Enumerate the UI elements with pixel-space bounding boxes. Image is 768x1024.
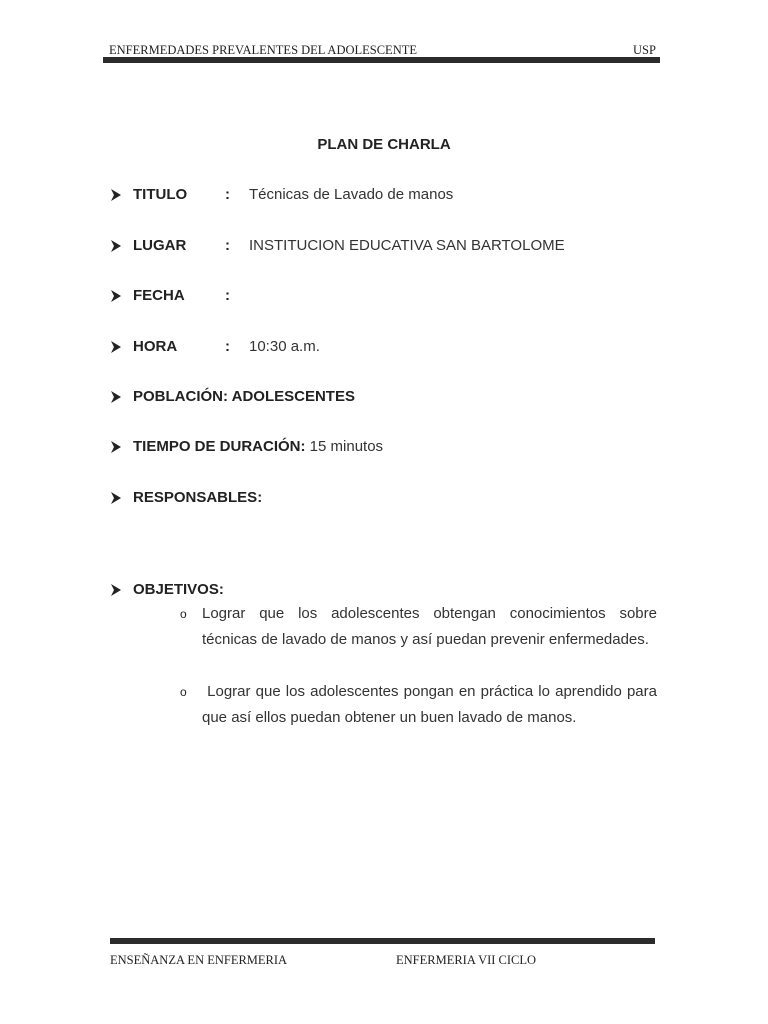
footer-rule	[110, 938, 655, 944]
header-right-text: USP	[633, 43, 656, 57]
arrowhead-bullet-icon	[110, 340, 122, 354]
field-value: INSTITUCION EDUCATIVA SAN BARTOLOME	[249, 237, 565, 254]
objective-item	[180, 601, 658, 679]
field-label: FECHA	[133, 287, 185, 304]
field-colon: :	[225, 338, 230, 355]
field-label	[133, 438, 383, 455]
footer-left-text: ENSEÑANZA EN ENFERMERIA	[110, 953, 288, 967]
arrowhead-bullet-icon	[110, 289, 122, 303]
objective-item	[180, 679, 662, 731]
circle-bullet-icon: o	[180, 607, 187, 621]
arrowhead-bullet-icon	[110, 239, 122, 253]
field-label: HORA	[133, 338, 178, 355]
header-left-text: ENFERMEDADES PREVALENTES DEL ADOLESCENTE	[109, 43, 417, 57]
objective-text: Lograr que los adolescentes pongan en práctica lo aprendido para que así ellos puedan obtener un buen lavado de manos.	[202, 683, 662, 726]
arrowhead-bullet-icon	[110, 583, 122, 597]
field-label: LUGAR	[133, 237, 187, 254]
field-label: POBLACIÓN: ADOLESCENTES	[133, 388, 355, 405]
arrowhead-bullet-icon	[110, 491, 122, 505]
circle-bullet-icon: o	[180, 685, 187, 699]
objective-text: Lograr que los adolescentes obtengan conocimientos sobre técnicas de lavado de manos y así puedan prevenir enfermedades.	[202, 605, 657, 648]
footer-right-text: ENFERMERIA VII CICLO	[396, 953, 537, 967]
field-value: 15 minutos	[305, 438, 384, 455]
field-label: TITULO	[133, 186, 188, 203]
field-label: RESPONSABLES:	[133, 489, 263, 506]
field-value: Técnicas de Lavado de manos	[249, 186, 454, 203]
arrowhead-bullet-icon	[110, 440, 122, 454]
field-colon: :	[225, 186, 230, 203]
field-value: 10:30 a.m.	[249, 338, 320, 355]
field-colon: :	[225, 287, 230, 304]
field-label-text: TIEMPO DE DURACIÓN:	[133, 438, 306, 455]
page-title: PLAN DE CHARLA	[317, 136, 451, 153]
header-rule	[103, 57, 660, 63]
arrowhead-bullet-icon	[110, 188, 122, 202]
arrowhead-bullet-icon	[110, 390, 122, 404]
field-colon: :	[225, 237, 230, 254]
field-label: OBJETIVOS:	[133, 581, 224, 598]
